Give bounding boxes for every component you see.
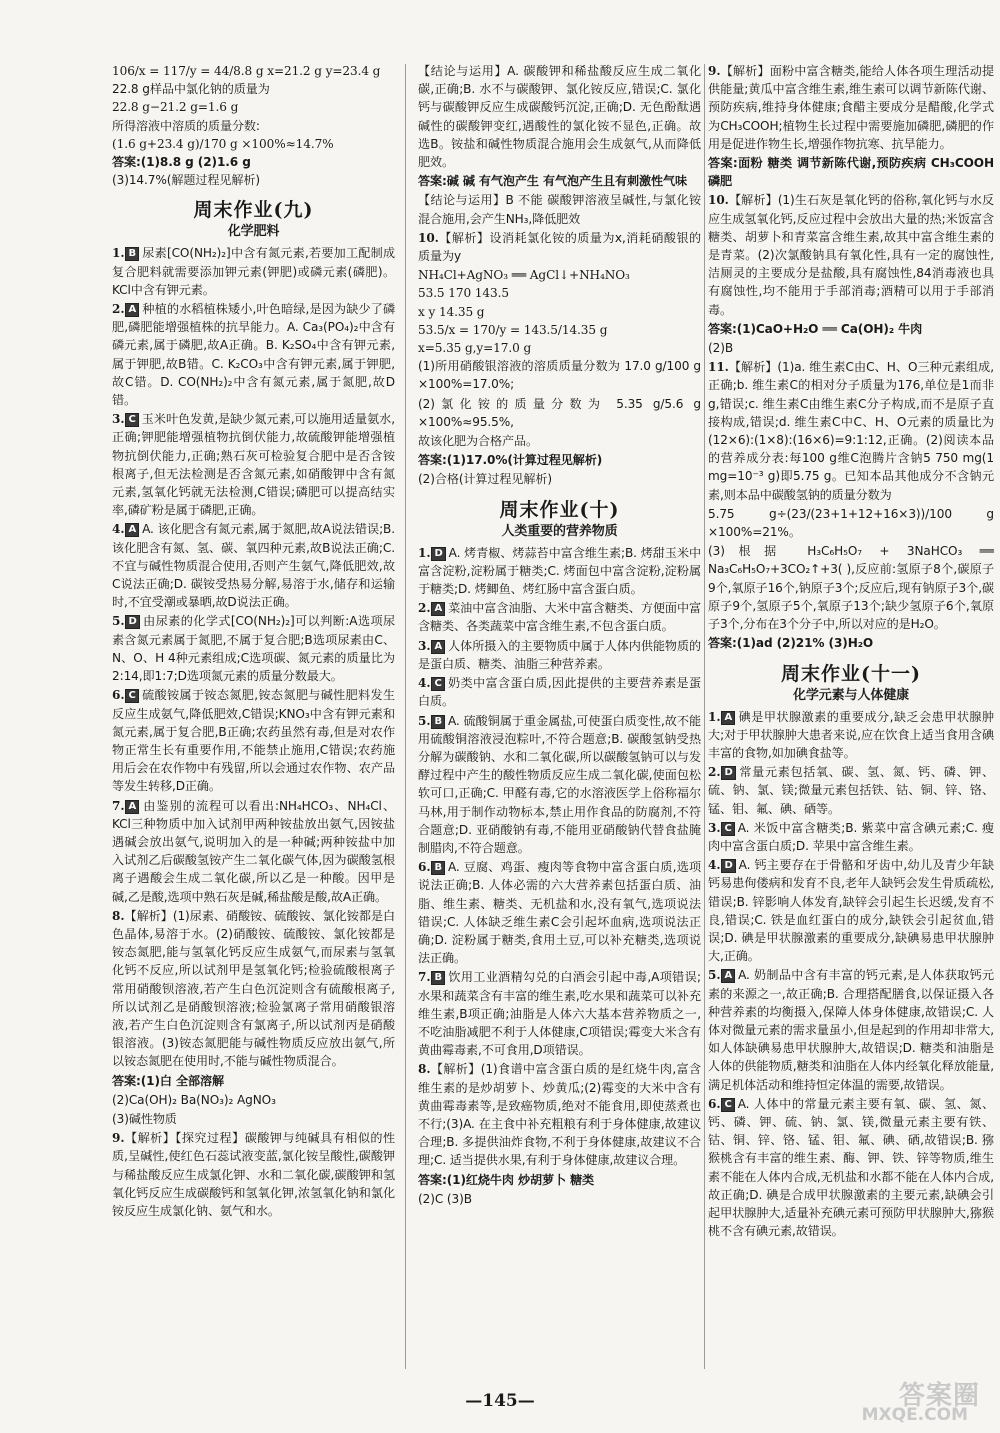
item-text: 【解析】(1)尿素、硝酸铵、硫酸铵、氯化铵都是白色晶体,易溶于水。(2)硝酸铵、硫酸铵、氯化铵都是铵态氮肥,能与氢氧化钙反应生成氨气,而尿素与氢氧化钙不反应,所以试剂甲是氢氧化钙;检验硫酸根离子常用硝酸钡溶液,若产生白色沉淀则含有硫酸根离子,所以试剂乙是硝酸钡溶液;检验氯离子常用硝酸银溶液,若产生白色沉淀则含有氯离子,所以试剂丙是硝酸银溶液。(3)铵态氮肥能与碱性物质反应放出氨气,所以铵态氮肥在使用时,不能与碱性物质混合。 <box>112 908 395 1069</box>
answer-item <box>418 451 701 469</box>
item-text: A. 烤青椒、烤蒜苔中富含维生素;B. 烤甜玉米中富含淀粉,淀粉属于糖类;C. 烤面包中富含淀粉,淀粉属于糖类;D. 烤鲫鱼、烤红肠中富含蛋白质。 <box>418 545 701 597</box>
answer-item <box>112 244 395 299</box>
answer-item <box>112 797 395 906</box>
answer-item <box>418 470 701 488</box>
answer-letter-box: A <box>125 303 139 317</box>
answer-letter-box: C <box>721 822 734 836</box>
item-text: 答案:(1)CaO+H₂O ══ Ca(OH)₂ 牛肉 <box>708 321 923 336</box>
item-number: 3. <box>708 820 721 835</box>
column-3 <box>708 62 994 1382</box>
answer-item <box>112 612 395 685</box>
answer-item <box>708 763 994 818</box>
item-number: 7. <box>418 970 431 985</box>
item-number: 1. <box>418 545 431 560</box>
answer-item <box>418 1060 701 1169</box>
item-text: A. 硫酸铜属于重金属盐,可使蛋白质变性,故不能用硫酸铜溶液浸泡粽叶,不符合题意;B. 碳酸氢钠受热分解为碳酸钠、水和二氧化碳,所以碳酸氢钠可以与发酵过程中产生的酸性物质反应生成二氧化碳,使面包松软可口,正确;C. 甲醛有毒,它的水溶液医学上俗称福尔马林,用于制作动物标本,禁止用作食品的防腐剂,不符合题意;D. 亚硝酸钠有毒,不能用亚硝酸钠代替食盐腌制腊肉,不符合题意。 <box>418 713 701 855</box>
item-text: 故该化肥为合格产品。 <box>418 434 538 449</box>
answer-letter-box: C <box>721 1098 734 1112</box>
item-text: A. 该化肥含有氮元素,属于氮肥,故A说法错误;B. 该化肥含有氮、氢、碳、氧四种元素,故B说法正确;C. 不宜与碱性物质混合使用,否则产生氨气,降低肥效,故C说法正确;D. 碳铵受热易分解,易溶于水,储存和运输时,不宜受潮或暴晒,故D说法正确。 <box>112 522 395 610</box>
answer-item <box>418 191 701 227</box>
watermark-logo: 答案圈 <box>898 1381 980 1411</box>
answer-item <box>708 62 994 153</box>
item-text: A. 钙主要存在于骨骼和牙齿中,幼儿及青少年缺钙易患佝偻病和发育不良,老年人缺钙会发生骨质疏松,错误;B. 锌影响人体发育,缺锌会引起生长迟缓,发育不良,错误;C. 铁是血红蛋白的成分,缺铁会引起贫血,错误;D. 碘是甲状腺激素的重要成分,缺碘易患甲状腺肿大,正确。 <box>708 858 994 964</box>
item-number: 6. <box>708 1096 721 1111</box>
item-text: 【解析】设消耗氯化铵的质量为x,消耗硝酸银的质量为y <box>418 230 701 264</box>
answer-item <box>112 1110 395 1128</box>
item-text: 【解析】(1)生石灰是氧化钙的俗称,氧化钙与水反应生成氢氧化钙,反应过程中会放出大量的热;米饭富含糖类、胡萝卜和青菜富含维生素,故其中富含维生素的是青菜。(2)次氯酸钠具有氧化性,具有一定的腐蚀性,洁厕灵的主要成分是盐酸,具有腐蚀性,84消毒液也具有腐蚀性,均不能用于手部消毒;酒精可以用于手部消毒。 <box>708 193 994 317</box>
answer-item <box>708 339 994 357</box>
answer-item <box>708 1095 994 1241</box>
answer-item <box>418 544 701 599</box>
section-subtitle: 化学肥料 <box>227 224 280 240</box>
item-text: 【解析】(1)a. 维生素C由C、H、O三种元素组成,正确;b. 维生素C的相对分子质量为176,单位是1而非g,错误;c. 维生素C由维生素C分子构成,而不是原子直接构成,错误;d. 维生素C中C、H、O元素的质量比为(12×6):(1×8):(16×6)=9:1:12,正确。(2)阅读本品的营养成分表:每100 g维C泡腾片含钠5 750 mg(1 mg=10⁻³ g)即5.75 g。已知本品其他成分不含钠元素,则本品中碳酸氢钠的质量分数为 <box>708 360 994 502</box>
answer-item <box>708 505 994 541</box>
section-subtitle: 化学元素与人体健康 <box>792 687 910 703</box>
answer-item <box>112 410 395 519</box>
item-number: 3. <box>418 638 431 653</box>
answer-item <box>708 966 994 1093</box>
answer-letter-box: A <box>125 800 139 814</box>
section-title: 周末作业(十) <box>499 498 620 521</box>
item-text: 【解析】【探究过程】碳酸钾与纯碱具有相似的性质,呈碱性,使红色石蕊试液变蓝,氯化铵呈酸性,碳酸钾与稀盐酸反应生成氯化钾、水和二氧化碳,碳酸钾和氢氧化钙反应生成碳酸钙和氢氧化钾,浓氢氧化钠和氯化铵反应生成氯化钠、氨气和水。 <box>112 1131 395 1218</box>
item-text: 由尿素的化学式[CO(NH₂)₂]可以判断:A选项尿素含氮元素属于氮肥,不属于复合肥;B选项尿素由C、N、O、H 4种元素组成;C选项碳、氮元素的质量比为2:14,即1:7;D选项氮元素的质量分数最大。 <box>112 614 395 684</box>
answer-item <box>418 229 701 265</box>
answer-item <box>708 634 994 652</box>
item-text: (2)B <box>708 341 734 356</box>
answer-letter-box: A <box>721 711 735 725</box>
answer-item <box>708 819 994 855</box>
answer-item <box>708 358 994 504</box>
answer-item <box>112 520 395 611</box>
answer-item <box>708 708 994 763</box>
item-text: 【解析】面粉中富含糖类,能给人体各项生理活动提供能量;黄瓜中富含维生素,维生素可以调节新陈代谢、预防疾病,维持身体健康;食醋主要成分是醋酸,化学式为CH₃COOH;植物生长过程中需要施加磷肥,磷肥的作用是促进作物生长,增强作物抗寒、抗旱能力。 <box>708 64 994 151</box>
item-text: 答案:(1)白 全部溶解 <box>112 1073 224 1088</box>
item-text: (2)Ca(OH)₂ Ba(NO₃)₂ AgNO₃ <box>112 1092 276 1107</box>
item-number: 5. <box>418 713 431 728</box>
item-text: 答案:(1)17.0%(计算过程见解析) <box>418 453 603 468</box>
item-number: 9. <box>112 1131 125 1146</box>
answer-letter-box: B <box>431 971 445 985</box>
item-text: (1)所用硝酸银溶液的溶质质量分数为 17.0 g/100 g ×100%=17.0%; <box>418 359 701 392</box>
item-text: (3)根据 H₃C₆H₅O₇ + 3NaHCO₃ ══ Na₃C₆H₅O₇+3CO₂↑+3( ),反应前:氢原子8个,碳原子9个,氧原子16个,钠原子3个;反应后,现有钠原子3个,碳原子9个,氢原子5个,氧原子13个;缺少氢原子6个,氧原子3个,分布在3个分子中,所以对应的是H₂O。 <box>708 544 994 632</box>
item-number: 9. <box>708 64 721 78</box>
column-divider <box>704 64 705 1369</box>
answer-item <box>708 154 994 190</box>
column-2 <box>418 62 701 1382</box>
text-line: 所得溶液中溶质的质量分数: <box>112 118 260 133</box>
item-text: 答案:面粉 糖类 调节新陈代谢,预防疾病 CH₃COOH 磷肥 <box>708 156 994 189</box>
equation-line: (1.6 g+23.4 g)/170 g ×100%≈14.7% <box>112 136 334 151</box>
item-number: 11. <box>708 360 729 375</box>
answer-item <box>112 686 395 795</box>
item-number: 3. <box>112 412 125 427</box>
answer-letter-box: D <box>721 766 735 780</box>
item-text: 种植的水稻植株矮小,叶色暗绿,是因为缺少了磷肥,磷肥能增强植株的抗旱能力。A. Ca₃(PO₄)₂中含有磷元素,属于磷肥,故A正确。B. K₂SO₄中含有钾元素,属于钾肥,故B错。C. K₂CO₃中含有钾元素,属于钾肥,故C错。D. CO(NH₂)₂中含有氮元素,属于氮肥,故D错。 <box>112 302 395 408</box>
answer-list <box>708 62 994 653</box>
item-text: A. 人体中的常量元素主要有氧、碳、氢、氮、钙、磷、钾、硫、钠、氯、镁,微量元素主要有铁、钴、铜、锌、铬、锰、钼、氟、碘、硒,故错误;B. 猕猴桃含有丰富的维生素、酶、钾、铁、锌等物质,维生素不能在人体内合成,无机盐和水都不能在人体内合成,故正确;D. 碘是合成甲状腺激素的主要元素,缺碘会引起甲状腺肿大,适量补充碘元素可预防甲状腺肿大,猕猴桃不含有碘元素,故错误。 <box>708 1096 994 1239</box>
answer-letter-box: D <box>431 547 445 561</box>
answer-letter-box: A <box>431 640 445 654</box>
item-number: 1. <box>708 709 721 724</box>
item-number: 4. <box>112 522 125 537</box>
answer-item <box>708 191 994 318</box>
item-text: 5.75 g÷(23/(23+1+12+16×3))/100 g ×100%=21%。 <box>708 506 994 540</box>
answer-letter-box: A <box>431 602 445 616</box>
answer-item <box>418 395 701 431</box>
item-number: 7. <box>112 798 125 813</box>
item-text: 玉米叶色发黄,是缺少氮元素,可以施用适量氨水,正确;钾肥能增强植物抗倒伏能力,故硫酸钾能增强植物抗倒伏能力,正确;熟石灰可检验复合肥中是否含铵根离子,但无法检测是否含氮元素,如硝酸钾中含有氮元素,氢氧化钙就无法检测,C错误;磷肥可以提高结实率,磷矿粉是属于磷肥,正确。 <box>112 412 395 518</box>
answer-item <box>418 432 701 450</box>
answer-item <box>112 1072 395 1090</box>
item-text: A. 米饭中富含糖类;B. 紫菜中富含碘元素;C. 瘦肉中富含蛋白质;D. 苹果中富含维生素。 <box>708 820 994 853</box>
item-text: 【解析】(1)食谱中富含蛋白质的是红烧牛肉,富含维生素的是炒胡萝卜、炒黄瓜;(2)霉变的大米中含有黄曲霉毒素等,是致癌物质,绝对不能食用,即使蒸煮也不行;(3)A. 在主食中补充粗粮有利于身体健康,故建议合理;B. 多提供油炸食物,不利于身体健康,故建议不合理;C. 适当提供水果,有利于身体健康,故建议合理。 <box>418 1062 701 1168</box>
answer-list <box>112 244 395 1220</box>
item-number: 5. <box>708 968 721 983</box>
answer-letter-box: D <box>125 615 139 629</box>
item-text: 【结论与运用】B 不能 碳酸钾溶液呈碱性,与氯化铵混合施用,会产生NH₃,降低肥效 <box>418 193 701 226</box>
answer-letter-box: A <box>721 969 735 983</box>
item-number: 4. <box>708 858 721 873</box>
item-text: (2)C (3)B <box>418 1191 472 1206</box>
answer-item <box>418 1190 701 1208</box>
answer-item <box>418 1171 701 1189</box>
equation-line: 53.5 170 143.5 <box>418 286 509 301</box>
answer-letter-box: C <box>125 689 138 703</box>
item-text: 由鉴别的流程可以看出:NH₄HCO₃、NH₄Cl、KCl三种物质中加入试剂甲两种铵盐放出氨气,因铵盐遇碱会放出氨气,说明加入的是一种碱;两种铵盐中加入试剂乙后碳酸氢铵产生二氧化碳气体,因为碳酸氢根离子遇酸会生成二氧化碳,所以乙是一种酸。因甲是碱,乙是酸,选项中熟石灰是碱,稀盐酸是酸,故A正确。 <box>112 798 395 904</box>
section-title: 周末作业(九) <box>193 199 314 222</box>
answer-item <box>418 62 701 171</box>
text-line: 22.8 g样品中氯化钠的质量为 <box>112 82 270 97</box>
item-text: 奶类中富含蛋白质,因此提供的主要营养素是蛋白质。 <box>418 676 701 709</box>
equation-line: 106/x = 117/y = 44/8.8 g x=21.2 g y=23.4 g <box>112 64 381 78</box>
answer-letter-box: A <box>125 523 139 537</box>
item-text: 尿素[CO(NH₂)₂]中含有氮元素,若要加工配制成复合肥料就需要添加钾元素(钾肥)或磷元素(磷肥)。KCl中含有钾元素。 <box>112 246 395 297</box>
answer-list <box>418 357 701 488</box>
answer-letter-box: B <box>431 715 445 729</box>
item-number: 6. <box>418 860 431 875</box>
item-text: 人体所摄入的主要物质中属于人体内供能物质的是蛋白质、糖类、油脂三种营养素。 <box>418 638 701 671</box>
item-text: 饮用工业酒精勾兑的白酒会引起中毒,A项错误;水果和蔬菜含有丰富的维生素,吃水果和蔬菜可以补充维生素,B项正确;油脂是人体六大基本营养物质之一,不吃油脂减肥不利于人体健康,C项错误;霉变大米含有黄曲霉毒素,不可食用,D项错误。 <box>418 970 701 1058</box>
answer-list <box>418 62 701 265</box>
item-number: 10. <box>708 193 729 208</box>
item-text: 菜油中富含油脂、大米中富含糖类、方便面中富含糖类、各类蔬菜中富含维生素,不包含蛋白质。 <box>418 601 701 634</box>
item-number: 2. <box>112 302 125 317</box>
answer-list <box>708 708 994 1241</box>
answer-letter-box: C <box>431 677 444 691</box>
answer-letter-box: B <box>125 247 139 261</box>
answer-item <box>418 968 701 1059</box>
item-number: 6. <box>112 688 125 703</box>
item-text: A. 奶制品中含有丰富的钙元素,是人体获取钙元素的来源之一,故正确;B. 合理搭配膳食,以保证摄入各种营养素的均衡摄入,保障人体身体健康,故错误;C. 人体对微量元素的需求量虽小,但是起到的作用却非常大,如人体缺碘易患甲状腺肿大,故错误;D. 糖类和油脂是人体的供能物质,糖类和油脂在人体内经氧化释放能量,满足机体活动和维持恒定体温的需要,故错误。 <box>708 968 994 1092</box>
equation-line: x y 14.35 g <box>418 304 485 319</box>
item-text: (2)合格(计算过程见解析) <box>418 472 553 487</box>
answer-item <box>112 1091 395 1109</box>
section-title: 周末作业(十一) <box>781 662 921 685</box>
equation-line: 53.5/x = 170/y = 143.5/14.35 g <box>418 322 608 337</box>
item-text: 答案:(1)红烧牛肉 炒胡萝卜 糖类 <box>418 1172 595 1187</box>
item-text: 常量元素包括氧、碳、氢、氮、钙、磷、钾、硫、钠、氯、镁;微量元素包括铁、钴、铜、锌、铬、锰、钼、氟、碘、硒等。 <box>708 765 994 816</box>
item-text: 硫酸铵属于铵态氮肥,铵态氮肥与碱性肥料发生反应生成氨气,降低肥效,C错误;KNO₃中含有钾元素和氮元素,属于复合肥,B正确;农药虽然有毒,但是对农作物正常生长有重要作用,不能禁止施用,C错误;农药施用后会在农作物中有残留,所以会通过农作物、农产品等发生转移,D正确。 <box>112 688 395 794</box>
equation-line: x=5.35 g,y=17.0 g <box>418 341 532 356</box>
item-number: 2. <box>708 765 721 780</box>
answer-item <box>112 907 395 1071</box>
answer-item <box>112 1129 395 1220</box>
column-divider <box>405 64 406 1369</box>
answer-item <box>418 637 701 673</box>
answer-item <box>112 300 395 409</box>
equation-line: NH₄Cl+AgNO₃ ══ AgCl↓+NH₄NO₃ <box>418 268 630 283</box>
equation-line: 22.8 g−21.2 g=1.6 g <box>112 100 239 115</box>
answer-item <box>418 357 701 393</box>
answer-item <box>418 172 701 190</box>
item-text: 【结论与运用】A. 碳酸钾和稀盐酸反应生成二氧化碳,正确;B. 水不与碳酸钾、氯化铵反应,错误;C. 氯化钙与碳酸钾反应生成碳酸钙沉淀,正确;D. 无色酚酞遇碱性的碳酸钾变红,遇酸性的氯化铵不显色,正确。故选B。铵盐和碱性物质混合施用会生成氨气,从而降低肥效。 <box>418 64 701 170</box>
item-text: A. 豆腐、鸡蛋、瘦肉等食物中富含蛋白质,选项说法正确;B. 人体必需的六大营养素包括蛋白质、油脂、维生素、糖类、无机盐和水,没有氧气,选项说法错误;C. 人体缺乏维生素C会引起坏血病,选项说法正确;D. 淀粉属于糖类,食用土豆,可以补充糖类,选项说法正确。 <box>418 860 701 966</box>
answer-line: 答案:(1)8.8 g (2)1.6 g <box>112 155 251 170</box>
answer-item <box>708 856 994 965</box>
section-subtitle: 人类重要的营养物质 <box>501 523 618 539</box>
item-number: 2. <box>418 601 431 616</box>
answer-letter-box: C <box>125 413 138 427</box>
item-text: 碘是甲状腺激素的重要成分,缺乏会患甲状腺肿大;对于甲状腺肿大患者来说,应在饮食上适当食用含碘丰富的食物,如加碘食盐等。 <box>708 709 994 760</box>
watermark-url: MXQE.COM <box>861 1405 968 1425</box>
answer-item <box>418 858 701 967</box>
answer-item <box>708 542 994 633</box>
item-text: 答案:碱 碱 有气泡产生 有气泡产生且有刺激性气味 <box>418 174 687 189</box>
item-text: 答案:(1)ad (2)21% (3)H₂O <box>708 636 874 651</box>
answer-item <box>418 674 701 710</box>
item-number: 5. <box>112 614 125 629</box>
answer-letter-box: D <box>721 859 735 873</box>
item-text: (2)氯化铵的质量分数为 5.35 g/5.6 g ×100%≈95.5%, <box>418 396 701 429</box>
item-number: 1. <box>112 246 125 261</box>
answer-item <box>418 599 701 635</box>
item-number: 4. <box>418 676 431 691</box>
item-text: (3)碱性物质 <box>112 1111 177 1126</box>
item-number: 10. <box>418 230 439 245</box>
answer-line: (3)14.7%(解题过程见解析) <box>112 173 260 188</box>
column-1 <box>112 62 395 1382</box>
page-number: —145— <box>465 1391 535 1411</box>
answer-letter-box: B <box>431 861 445 875</box>
item-number: 8. <box>112 908 125 923</box>
answer-item <box>708 320 994 338</box>
answer-item <box>418 712 701 858</box>
item-number: 8. <box>418 1062 431 1077</box>
answer-list <box>418 544 701 1208</box>
